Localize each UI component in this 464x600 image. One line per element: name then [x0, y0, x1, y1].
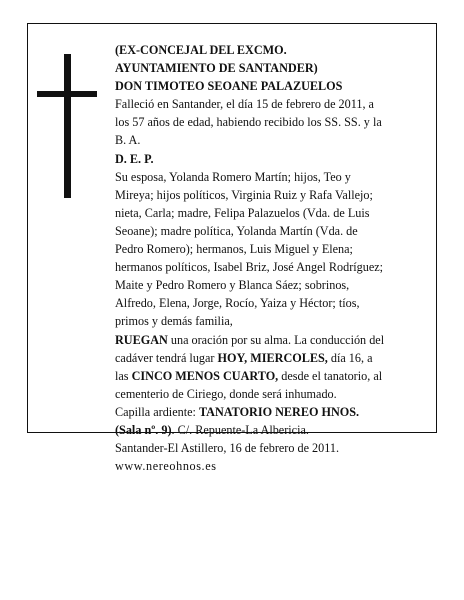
obituary-text — [115, 41, 419, 475]
family-line-8: Alfredo, Elena, Jorge, Rocío, Yaiza y Héctor; tíos, — [115, 296, 360, 311]
funeral-line-3-end: desde el tanatorio, al — [278, 368, 383, 383]
death-line-2: los 57 años de edad, habiendo recibido los SS. SS. y la — [115, 115, 382, 130]
cross-vertical-bar — [64, 54, 71, 198]
family-line-3: nieta, Carla; madre, Felipa Palazuelos (Vda. de Luis — [115, 205, 370, 220]
funeral-line-1-text: una oración por su alma. La conducción del — [167, 332, 385, 347]
funeral-day: HOY, MIERCOLES, — [217, 350, 328, 365]
website-url: www.nereohnos.es — [115, 459, 217, 474]
cross-horizontal-bar — [37, 91, 97, 97]
family-line-4: Seoane); madre política, Yolanda Martín (Vda. de — [115, 223, 358, 238]
funeral-time: CINCO MENOS CUARTO, — [131, 368, 279, 383]
family-line-6: hermanos políticos, Isabel Briz, José Angel Rodríguez; — [115, 260, 384, 275]
family-line-1: Su esposa, Yolanda Romero Martín; hijos, Teo y — [115, 169, 351, 184]
chapel-line-2 — [115, 421, 419, 439]
family-line-5: Pedro Romero); hermanos, Luis Miguel y Elena; — [115, 242, 353, 257]
funeral-home-name: TANATORIO NEREO HNOS. — [198, 404, 360, 419]
heading-line-1: (EX-CONCEJAL DEL EXCMO. — [115, 43, 287, 57]
heading-line-2: AYUNTAMIENTO DE SANTANDER) — [115, 61, 318, 76]
chapel-line-1 — [115, 403, 419, 421]
funeral-line-3 — [115, 367, 419, 385]
death-line-3: B. A. — [115, 133, 141, 148]
chapel-label: Capilla ardiente: — [115, 404, 199, 419]
family-line-9: primos y demás familia, — [115, 314, 233, 329]
funeral-line-2 — [115, 349, 419, 367]
chapel-room: (Sala nº. 9) — [115, 422, 172, 437]
chapel-address: . C/. Repuente-La Albericia. — [171, 422, 309, 437]
death-line-1: Falleció en Santander, el día 15 de febrero de 2011, a — [115, 97, 374, 112]
ruegan-label: RUEGAN — [115, 332, 168, 347]
deceased-name: DON TIMOTEO SEOANE PALAZUELOS — [115, 79, 343, 94]
funeral-line-2-start: cadáver tendrá lugar — [115, 350, 218, 365]
funeral-line-4: cementerio de Ciriego, donde será inhumado. — [115, 386, 337, 401]
family-line-7: Maite y Pedro Romero y Blanca Sáez; sobrinos, — [115, 278, 350, 293]
family-line-2: Mireya; hijos políticos, Virginia Ruiz y Rafa Vallejo; — [115, 187, 373, 202]
funeral-line-3-start: las — [115, 368, 132, 383]
cross-icon — [37, 54, 97, 198]
place-date: Santander-El Astillero, 16 de febrero de 2011. — [115, 441, 340, 456]
dep-line: D. E. P. — [115, 151, 154, 166]
funeral-line-1 — [115, 331, 419, 349]
funeral-line-2-end: día 16, a — [327, 350, 373, 365]
